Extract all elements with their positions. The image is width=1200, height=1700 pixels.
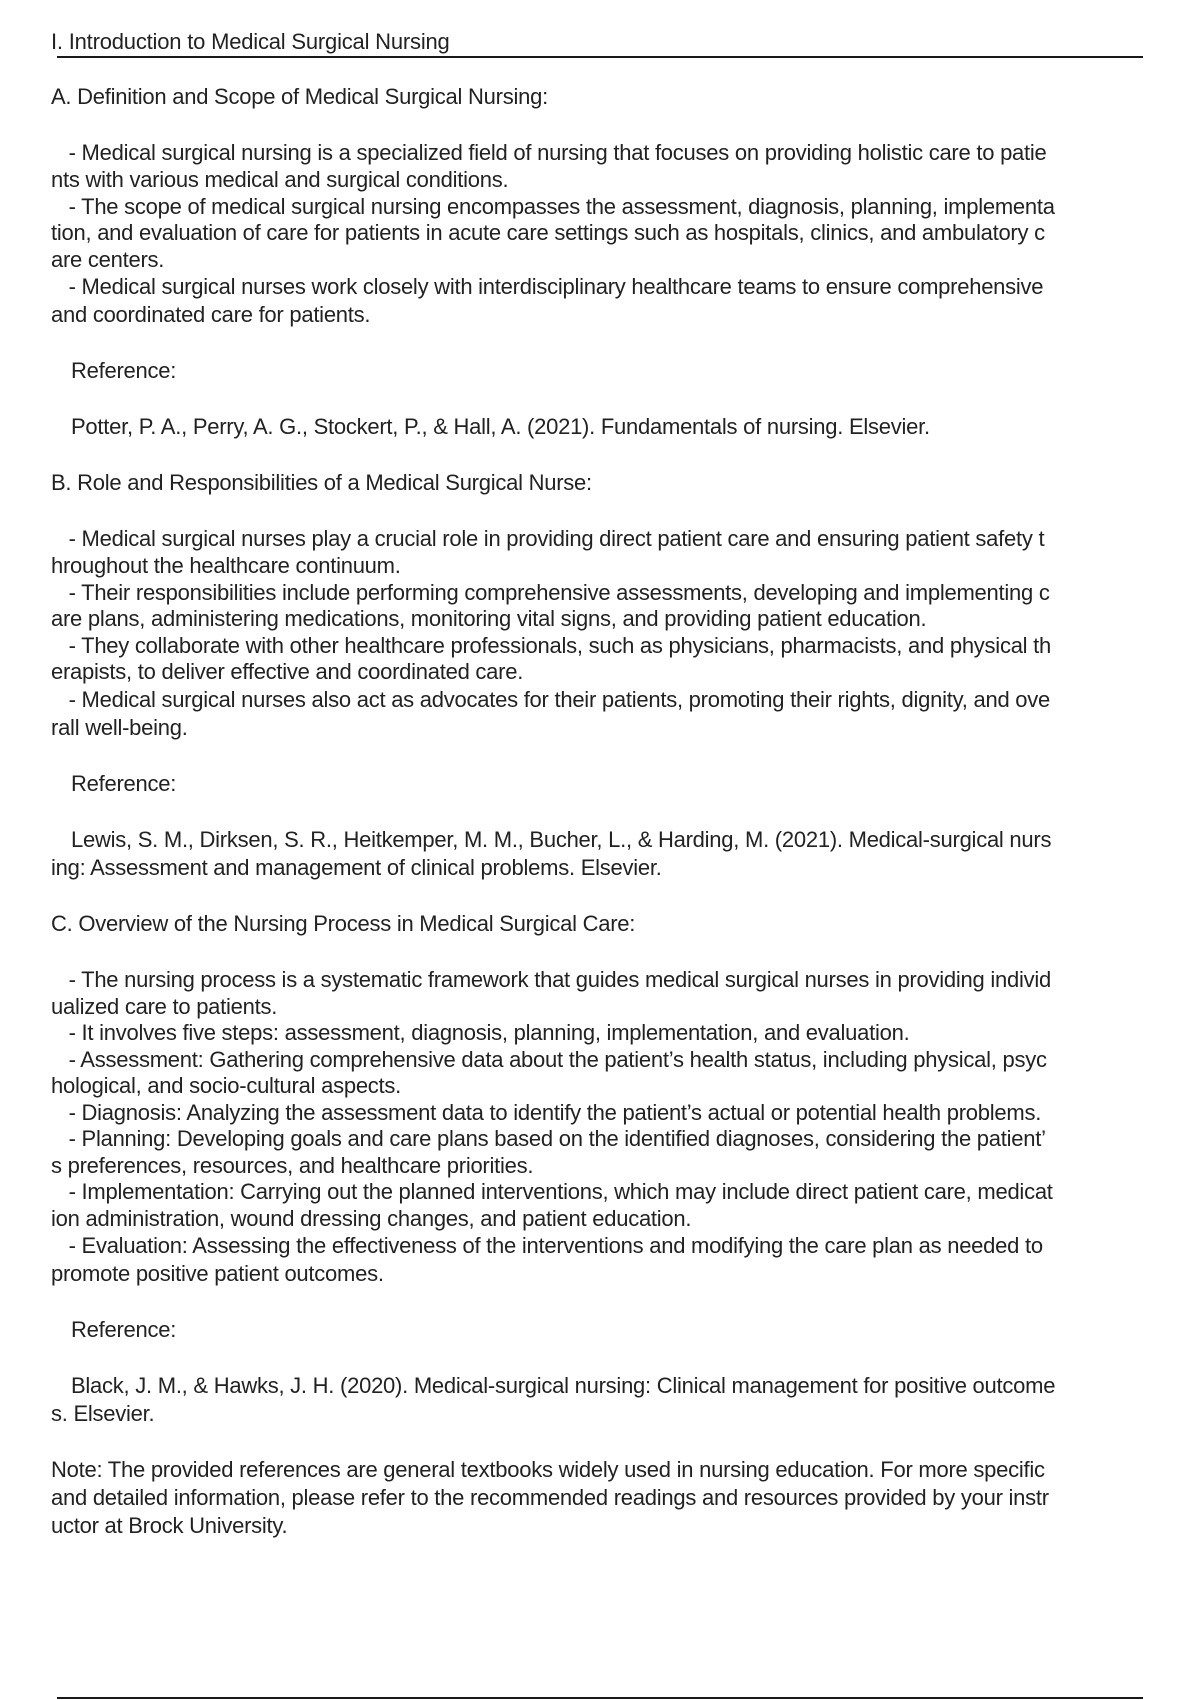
paragraph-line: hroughout the healthcare continuum. xyxy=(51,553,401,578)
paragraph-line: - Their responsibilities include performing comprehensive assessments, developing and implementing c xyxy=(51,579,1050,605)
spacer xyxy=(51,1288,1171,1316)
paragraph-line: nts with various medical and surgical conditions. xyxy=(51,167,509,192)
section-b xyxy=(51,469,1171,910)
section-heading: A. Definition and Scope of Medical Surgical Nursing: xyxy=(51,84,548,109)
paragraph-line: are centers. xyxy=(51,246,165,272)
paragraph-line: ualized care to patients. xyxy=(51,993,278,1019)
paragraph-line: and coordinated care for patients. xyxy=(51,302,371,327)
header-divider xyxy=(57,56,1143,58)
paragraph-line: - The scope of medical surgical nursing encompasses the assessment, diagnosis, planning, implementa xyxy=(51,193,1055,219)
reference-citation: Black, J. M., & Hawks, J. H. (2020). Medical-surgical nursing: Clinical management for positive outcome xyxy=(71,1373,1056,1398)
spacer xyxy=(51,385,1171,413)
paragraph-line: - Medical surgical nurses also act as advocates for their patients, promoting their rights, dignity, and ove xyxy=(51,686,1051,712)
reference-citation: Potter, P. A., Perry, A. G., Stockert, P., & Hall, A. (2021). Fundamentals of nursing. Elsevier. xyxy=(71,414,930,439)
paragraph-line: - The nursing process is a systematic framework that guides medical surgical nurses in providing individ xyxy=(51,966,1051,992)
spacer xyxy=(51,1344,1171,1372)
spacer xyxy=(51,882,1171,910)
section-heading: C. Overview of the Nursing Process in Medical Surgical Care: xyxy=(51,910,636,936)
paragraph-line: - They collaborate with other healthcare professionals, such as physicians, pharmacists, and physical th xyxy=(51,632,1052,658)
paragraph-line: - Diagnosis: Analyzing the assessment data to identify the patient’s actual or potential health problems. xyxy=(51,1099,1042,1125)
page-header-title: I. Introduction to Medical Surgical Nursing xyxy=(51,29,450,54)
note-line: Note: The provided references are general textbooks widely used in nursing education. For more specific xyxy=(51,1457,1045,1482)
spacer xyxy=(51,798,1171,826)
document-body xyxy=(51,83,1171,1540)
paragraph-line: s preferences, resources, and healthcare priorities. xyxy=(51,1152,534,1178)
paragraph-line: tion, and evaluation of care for patients in acute care settings such as hospitals, clinics, and ambulatory c xyxy=(51,220,1045,245)
reference-label: Reference: xyxy=(71,358,177,383)
paragraph-line: - Implementation: Carrying out the planned interventions, which may include direct patient care, medicat xyxy=(51,1179,1053,1204)
spacer xyxy=(51,329,1171,357)
paragraph-line: erapists, to deliver effective and coordinated care. xyxy=(51,659,524,684)
paragraph-line: - It involves five steps: assessment, diagnosis, planning, implementation, and evaluation. xyxy=(51,1020,910,1045)
paragraph-line: - Planning: Developing goals and care plans based on the identified diagnoses, considering the patient’ xyxy=(51,1126,1046,1151)
note-line: and detailed information, please refer to the recommended readings and resources provided by your instr xyxy=(51,1485,1049,1510)
paragraph-line: - Assessment: Gathering comprehensive data about the patient’s health status, including physical, psyc xyxy=(51,1046,1047,1072)
spacer xyxy=(51,1428,1171,1456)
reference-citation: ing: Assessment and management of clinical problems. Elsevier. xyxy=(51,854,662,880)
paragraph-line: ion administration, wound dressing changes, and patient education. xyxy=(51,1205,692,1231)
paragraph-line: hological, and socio-cultural aspects. xyxy=(51,1073,402,1098)
paragraph-line: promote positive patient outcomes. xyxy=(51,1261,384,1286)
paragraph-line: - Evaluation: Assessing the effectiveness of the interventions and modifying the care plan as needed to xyxy=(51,1233,1043,1258)
reference-citation: s. Elsevier. xyxy=(51,1401,155,1426)
spacer xyxy=(51,497,1171,525)
reference-citation: Lewis, S. M., Dirksen, S. R., Heitkemper, M. M., Bucher, L., & Harding, M. (2021). Medical-surgical nurs xyxy=(71,826,1052,852)
note-line: uctor at Brock University. xyxy=(51,1513,288,1538)
section-heading: B. Role and Responsibilities of a Medical Surgical Nurse: xyxy=(51,470,592,495)
paragraph-line: - Medical surgical nurses play a crucial role in providing direct patient care and ensuring patient safety t xyxy=(51,526,1045,551)
reference-label: Reference: xyxy=(71,770,177,796)
section-c xyxy=(51,910,1171,1457)
spacer xyxy=(51,742,1171,770)
reference-label: Reference: xyxy=(71,1317,177,1342)
spacer xyxy=(51,441,1171,469)
paragraph-line: rall well-being. xyxy=(51,714,188,740)
paragraph-line: are plans, administering medications, monitoring vital signs, and providing patient education. xyxy=(51,606,927,631)
paragraph-line: - Medical surgical nursing is a specialized field of nursing that focuses on providing holistic care to patie xyxy=(51,140,1047,165)
note-block xyxy=(51,1456,1171,1540)
spacer xyxy=(51,938,1171,966)
spacer xyxy=(51,111,1171,139)
footer-divider xyxy=(57,1697,1143,1699)
section-a xyxy=(51,83,1171,469)
paragraph-line: - Medical surgical nurses work closely with interdisciplinary healthcare teams to ensure comprehensive xyxy=(51,274,1044,299)
